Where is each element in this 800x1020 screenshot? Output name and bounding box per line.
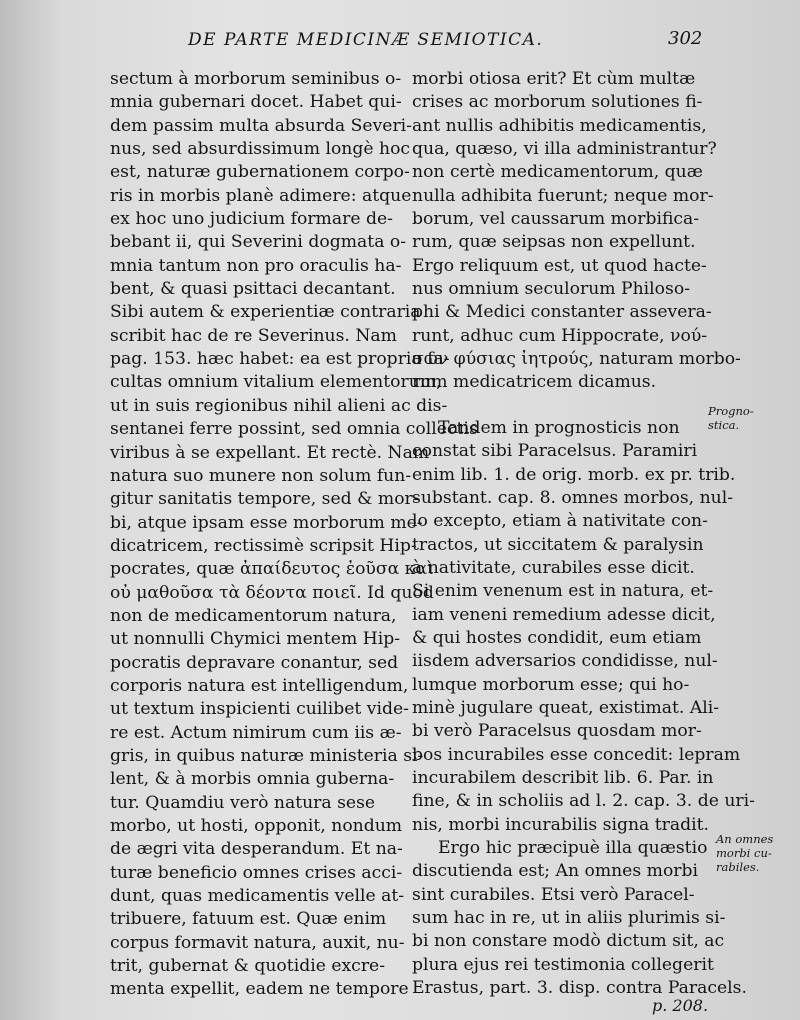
text-line: de ægri vita desperandum. Et na-	[110, 839, 403, 860]
text-line: gris, in quibus naturæ ministeria si-	[110, 745, 424, 766]
text-line: & qui hostes condidit, eum etiam	[412, 627, 702, 648]
text-line: nus, sed absurdissimum longè hoc	[110, 139, 411, 160]
text-line: substant. cap. 8. omnes morbos, nul-	[412, 487, 734, 508]
text-line: discutienda est; An omnes morbi	[412, 861, 699, 882]
text-line: scribit hac de re Severinus. Nam	[110, 325, 397, 346]
text-line: rum medicatricem dicamus.	[412, 372, 657, 393]
text-line: tur. Quamdiu verò natura sese	[110, 792, 376, 813]
text-line: re est. Actum nimirum cum iis æ-	[110, 722, 402, 743]
text-line: trit, gubernat & quotidie excre-	[110, 956, 386, 977]
text-line: gitur sanitatis tempore, sed & mor-	[110, 489, 419, 510]
text-line: tractos, ut siccitatem & paralysin	[412, 534, 704, 555]
text-line: phi & Medici constanter assevera-	[412, 302, 712, 323]
margin-note-line: rabiles.	[716, 860, 760, 874]
text-line: σων φύσιας ἰητρούς, naturam morbo-	[412, 349, 741, 370]
margin-note-line: stica.	[708, 418, 740, 432]
margin-note-line: Progno-	[708, 404, 754, 418]
text-line: Tandem in prognosticis non	[438, 417, 680, 438]
left-column	[110, 68, 478, 1002]
text-line: constat sibi Paracelsus. Paramiri	[412, 441, 698, 462]
text-line: corporis natura est intelligendum,	[110, 675, 409, 696]
text-line: fine, & in scholiis ad l. 2. cap. 3. de uri-	[412, 791, 755, 812]
text-line: ris in morbis planè adimere: atque	[110, 185, 412, 206]
paragraph-gap	[412, 395, 710, 417]
margin-note-line: morbi cu-	[716, 846, 772, 860]
text-line: non de medicamentorum natura,	[110, 605, 397, 626]
text-line: Si enim venenum est in natura, et-	[412, 581, 714, 602]
right-column-paragraph-1	[412, 68, 741, 395]
catchword: p. 208.	[652, 996, 709, 1015]
page-number: 302	[668, 28, 703, 49]
text-line: incurabilem describit lib. 6. Par. in	[412, 767, 714, 788]
text-line: bi, atque ipsam esse morborum me-	[110, 512, 423, 533]
text-line: morbi otiosa erit? Et cùm multæ	[412, 69, 696, 89]
text-line: lumque morborum esse; qui ho-	[412, 674, 690, 695]
text-line: corpus formavit natura, auxit, nu-	[110, 932, 405, 953]
text-line: sint curabiles. Etsi verò Paracel-	[412, 884, 695, 905]
text-line: viribus à se expellant. Et rectè. Nam	[110, 442, 430, 463]
text-line: ant nullis adhibitis medicamentis,	[412, 115, 707, 136]
text-line: bos incurabiles esse concedit: lepram	[412, 744, 741, 765]
running-title: DE PARTE MEDICINÆ SEMIOTICA.	[188, 30, 544, 50]
text-line: bebant ii, qui Severini dogmata o-	[110, 232, 407, 253]
text-line: à nativitate, curabiles esse dicit.	[412, 557, 695, 578]
text-line: minè jugulare queat, existimat. Ali-	[412, 697, 720, 718]
text-line: plura ejus rei testimonia collegerit	[412, 954, 714, 975]
margin-note-prognostica	[708, 404, 754, 432]
text-line: pocratis depravare conantur, sed	[110, 652, 399, 673]
text-line: pocrates, quæ ἀπαίδευτος ἐοῦσα καὶ	[110, 559, 434, 580]
text-line: runt, adhuc cum Hippocrate, νού-	[412, 325, 708, 346]
text-line: Ergo reliquum est, ut quod hacte-	[412, 255, 707, 276]
text-line: tribuere, fatuum est. Quæ enim	[110, 909, 387, 930]
text-line: non certè medicamentorum, quæ	[412, 162, 703, 183]
text-line: pag. 153. hæc habet: ea est propria fa-	[110, 349, 450, 370]
text-line: bi verò Paracelsus quosdam mor-	[412, 721, 702, 742]
text-line: Erastus, part. 3. disp. contra Paracels.	[412, 978, 747, 999]
text-line: dem passim multa absurda Severi-	[110, 115, 412, 136]
text-line: turæ beneficio omnes crises acci-	[110, 862, 403, 883]
text-line: natura suo munere non solum fun-	[110, 465, 412, 486]
text-line: qua, quæso, vi illa administrantur?	[412, 139, 717, 160]
text-line: sectum à morborum seminibus o-	[110, 69, 402, 89]
text-line: lo excepto, etiam à nativitate con-	[412, 511, 708, 532]
margin-note-line: An omnes	[716, 832, 774, 846]
text-line: sentanei ferre possint, sed omnia collectis	[110, 419, 478, 440]
text-line: crises ac morborum solutiones fi-	[412, 92, 703, 113]
text-line: ut textum inspicienti cuilibet vide-	[110, 699, 409, 720]
text-line: ut nonnulli Chymici mentem Hip-	[110, 629, 401, 650]
text-line: ut in suis regionibus nihil alieni ac dis-	[110, 395, 448, 416]
text-line: dicatricem, rectissimè scripsit Hip-	[110, 535, 417, 556]
text-line: bi non constare modò dictum sit, ac	[412, 931, 725, 952]
text-line: iisdem adversarios condidisse, nul-	[412, 651, 718, 672]
text-line: morbo, ut hosti, opponit, nondum	[110, 816, 403, 836]
text-line: est, naturæ gubernationem corpo-	[110, 162, 410, 183]
text-line: mnia tantum non pro oraculis ha-	[110, 255, 402, 276]
text-line: οὐ μαθοῦσα τὰ δέοντα ποιεῖ. Id quod	[110, 582, 434, 603]
text-line: iam veneni remedium adesse dicit,	[412, 604, 716, 625]
text-line: nis, morbi incurabilis signa tradit.	[412, 814, 709, 835]
text-line: borum, vel caussarum morbifica-	[412, 209, 700, 230]
text-line: Sibi autem & experientiæ contraria	[110, 302, 421, 323]
text-line: Ergo hic præcipuè illa quæstio	[438, 838, 708, 858]
text-line: menta expellit, eadem ne tempore	[110, 979, 409, 1000]
text-line: nus omnium seculorum Philoso-	[412, 279, 690, 300]
text-line: dunt, quas medicamentis velle at-	[110, 886, 405, 907]
text-line: lent, & à morbis omnia guberna-	[110, 769, 395, 790]
text-line: mnia gubernari docet. Habet qui-	[110, 92, 402, 113]
text-line: bent, & quasi psittaci decantant.	[110, 279, 396, 300]
text-line: nulla adhibita fuerunt; neque mor-	[412, 185, 714, 206]
text-line: enim lib. 1. de orig. morb. ex pr. trib.	[412, 464, 736, 485]
margin-note-an-omnes	[716, 832, 773, 874]
text-line: rum, quæ seipsas non expellunt.	[412, 232, 696, 253]
text-line: cultas omnium vitalium elementorum,	[110, 372, 442, 393]
text-line: ex hoc uno judicium formare de-	[110, 209, 393, 230]
text-line: sum hac in re, ut in aliis plurimis si-	[412, 908, 726, 929]
